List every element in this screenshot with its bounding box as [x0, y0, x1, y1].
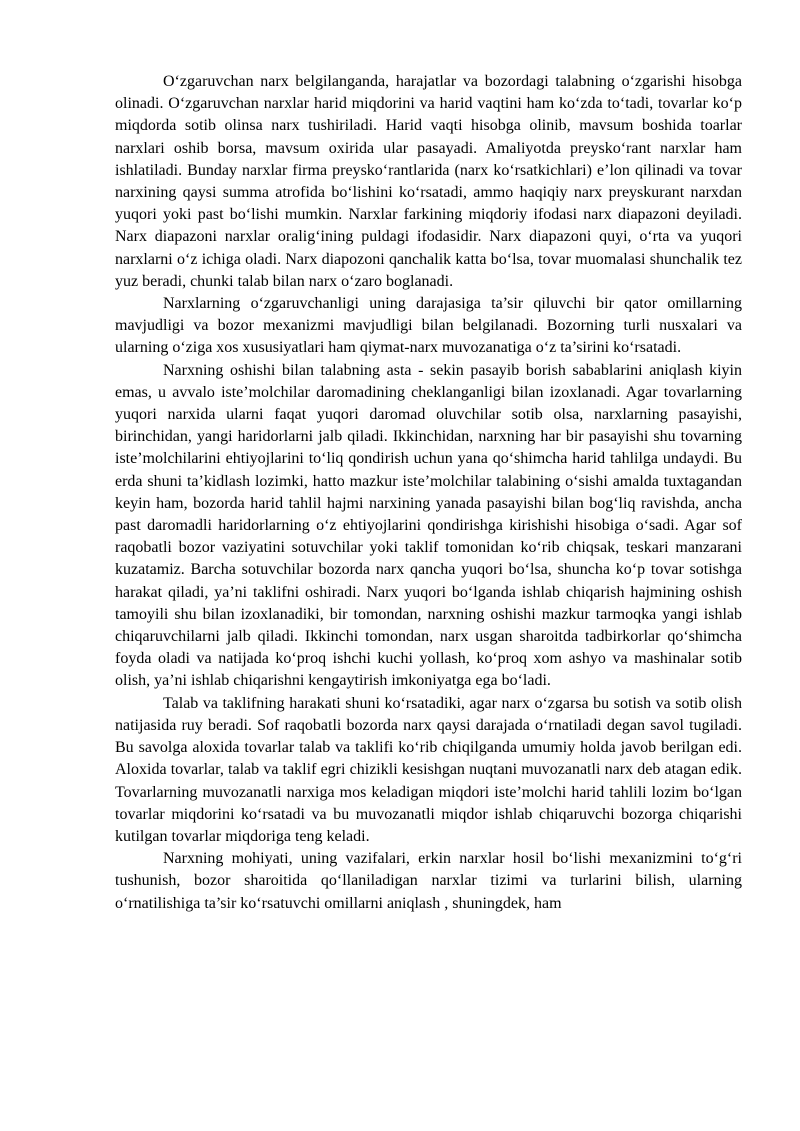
paragraph-variable-pricing: O‘zgaruvchan narx belgilanganda, harajatlar va bozordagi talabning o‘zgarishi hisobga olinadi. O‘zgaruvchan narxlar harid miqdorini va harid vaqtini ham ko‘zda to‘tadi, tovarlar ko‘p miqdorda sotib olinsa narx tushiriladi. Harid vaqti hisobga olinib, mavsum boshida toarlar narxlari oshib borsa, mavsum oxirida ular pasayadi. Amaliyotda preysko‘rant narxlar ham ishlatiladi. Bunday narxlar firma preysko‘rantlarida (narx ko‘rsatkichlari) e’lon qilinadi va tovar narxining qaysi summa atrofida bo‘lishini ko‘rsatadi, ammo haqiqiy narx preyskurant narxdan yuqori yoki past bo‘lishi mumkin. Narxlar farkining miqdoriy ifodasi narx diapazoni deyiladi. Narx diapazoni narxlar oralig‘ining puldagi ifodasidir. Narx diapazoni quyi, o‘rta va yuqori narxlarni o‘z ichiga oladi. Narx diapozoni qanchalik katta bo‘lsa, tovar muomalasi shunchalik tez yuz beradi, chunki talab bilan narx o‘zaro boglanadi.: [115, 73, 742, 290]
paragraph-price-essence: Narxning mohiyati, uning vazifalari, erkin narxlar hosil bo‘lishi mexanizmini to‘g‘ri tushunish, bozor sharoitida qo‘llaniladigan narxlar tizimi va turlarini bilish, ularning o‘rnatilishiga ta’sir ko‘rsatuvchi omillarni aniqlash , shuningdek, ham: [115, 850, 742, 912]
paragraph-equilibrium-price: Talab va taklifning harakati shuni ko‘rsatadiki, agar narx o‘zgarsa bu sotish va sotib olish natijasida ruy beradi. Sof raqobatli bozorda narx qaysi darajada o‘rnatiladi degan savol tugiladi. Bu savolga aloxida tovarlar talab va taklifi ko‘rib chiqilganda umumiy holda javob berilgan edi. Aloxida tovarlar, talab va taklif egri chizikli kesishgan nuqtani muvozanatli narx deb atagan edik. Tovarlarning muvozanatli narxiga mos keladigan miqdori iste’molchi harid tahlili lozim bo‘lgan tovarlar miqdorini ko‘rsatadi va bu muvozanatli miqdor ishlab chiqaruvchi bozorga chiqarishi kutilgan tovarlar miqdoriga teng keladi.: [115, 694, 742, 845]
paragraph-price-variability: Narxlarning o‘zgaruvchanligi uning darajasiga ta’sir qiluvchi bir qator omillarning mavjudligi va bozor mexanizmi mavjudligi bilan belgilanadi. Bozorning turli nusxalari va ularning o‘ziga xos xususiyatlari ham qiymat-narx muvozanatiga o‘z ta’sirini ko‘rsatadi.: [115, 295, 742, 357]
paragraph-price-demand-supply: Narxning oshishi bilan talabning asta - sekin pasayib borish sabablarini aniqlash kiyin emas, u avvalo iste’molchilar daromadining cheklanganligi bilan izoxlanadi. Agar tovarlarning yuqori narxida ularni faqat yuqori daromad oluvchilar sotib olsa, narxlarning pasayishi, birinchidan, yangi haridorlarni jalb qiladi. Ikkinchidan, narxning har bir pasayishi shu tovarning iste’molchilarini ehtiyojlarini to‘liq qondirish uchun yana qo‘shimcha harid tahlilga undaydi. Bu erda shuni ta’kidlash lozimki, hatto mazkur iste’molchilar talabining o‘sishi amalda tuxtagandan keyin ham, bozorda harid tahlil hajmi narxining yanada pasayishi bilan bog‘liq ravishda, ancha past daromadli haridorlarning o‘z ehtiyojlarini qondirishga kirishishi hisobiga o‘sadi. Agar sof raqobatli bozor vaziyatini sotuvchilar yoki taklif tomonidan ko‘rib chiqsak, teskari manzarani kuzatamiz. Barcha sotuvchilar bozorda narx qancha yuqori bo‘lsa, shuncha ko‘p tovar sotishga harakat qiladi, ya’ni taklifni oshiradi. Narx yuqori bo‘lganda ishlab chiqarish hajmining oshish tamoyili shu bilan izoxlanadiki, bir tomondan, narxning oshishi mazkur tarmoqka yangi ishlab chiqaruvchilarni jalb qiladi. Ikkinchi tomondan, narx usgan sharoitda tadbirkorlar qo‘shimcha foyda oladi va natijada ko‘proq ishchi kuchi yollash, ko‘proq xom ashyo va mashinalar sotib olish, ya’ni ishlab chiqarishni kengaytirish imkoniyatga ega bo‘ladi.: [115, 361, 742, 690]
document-page: [115, 71, 742, 915]
